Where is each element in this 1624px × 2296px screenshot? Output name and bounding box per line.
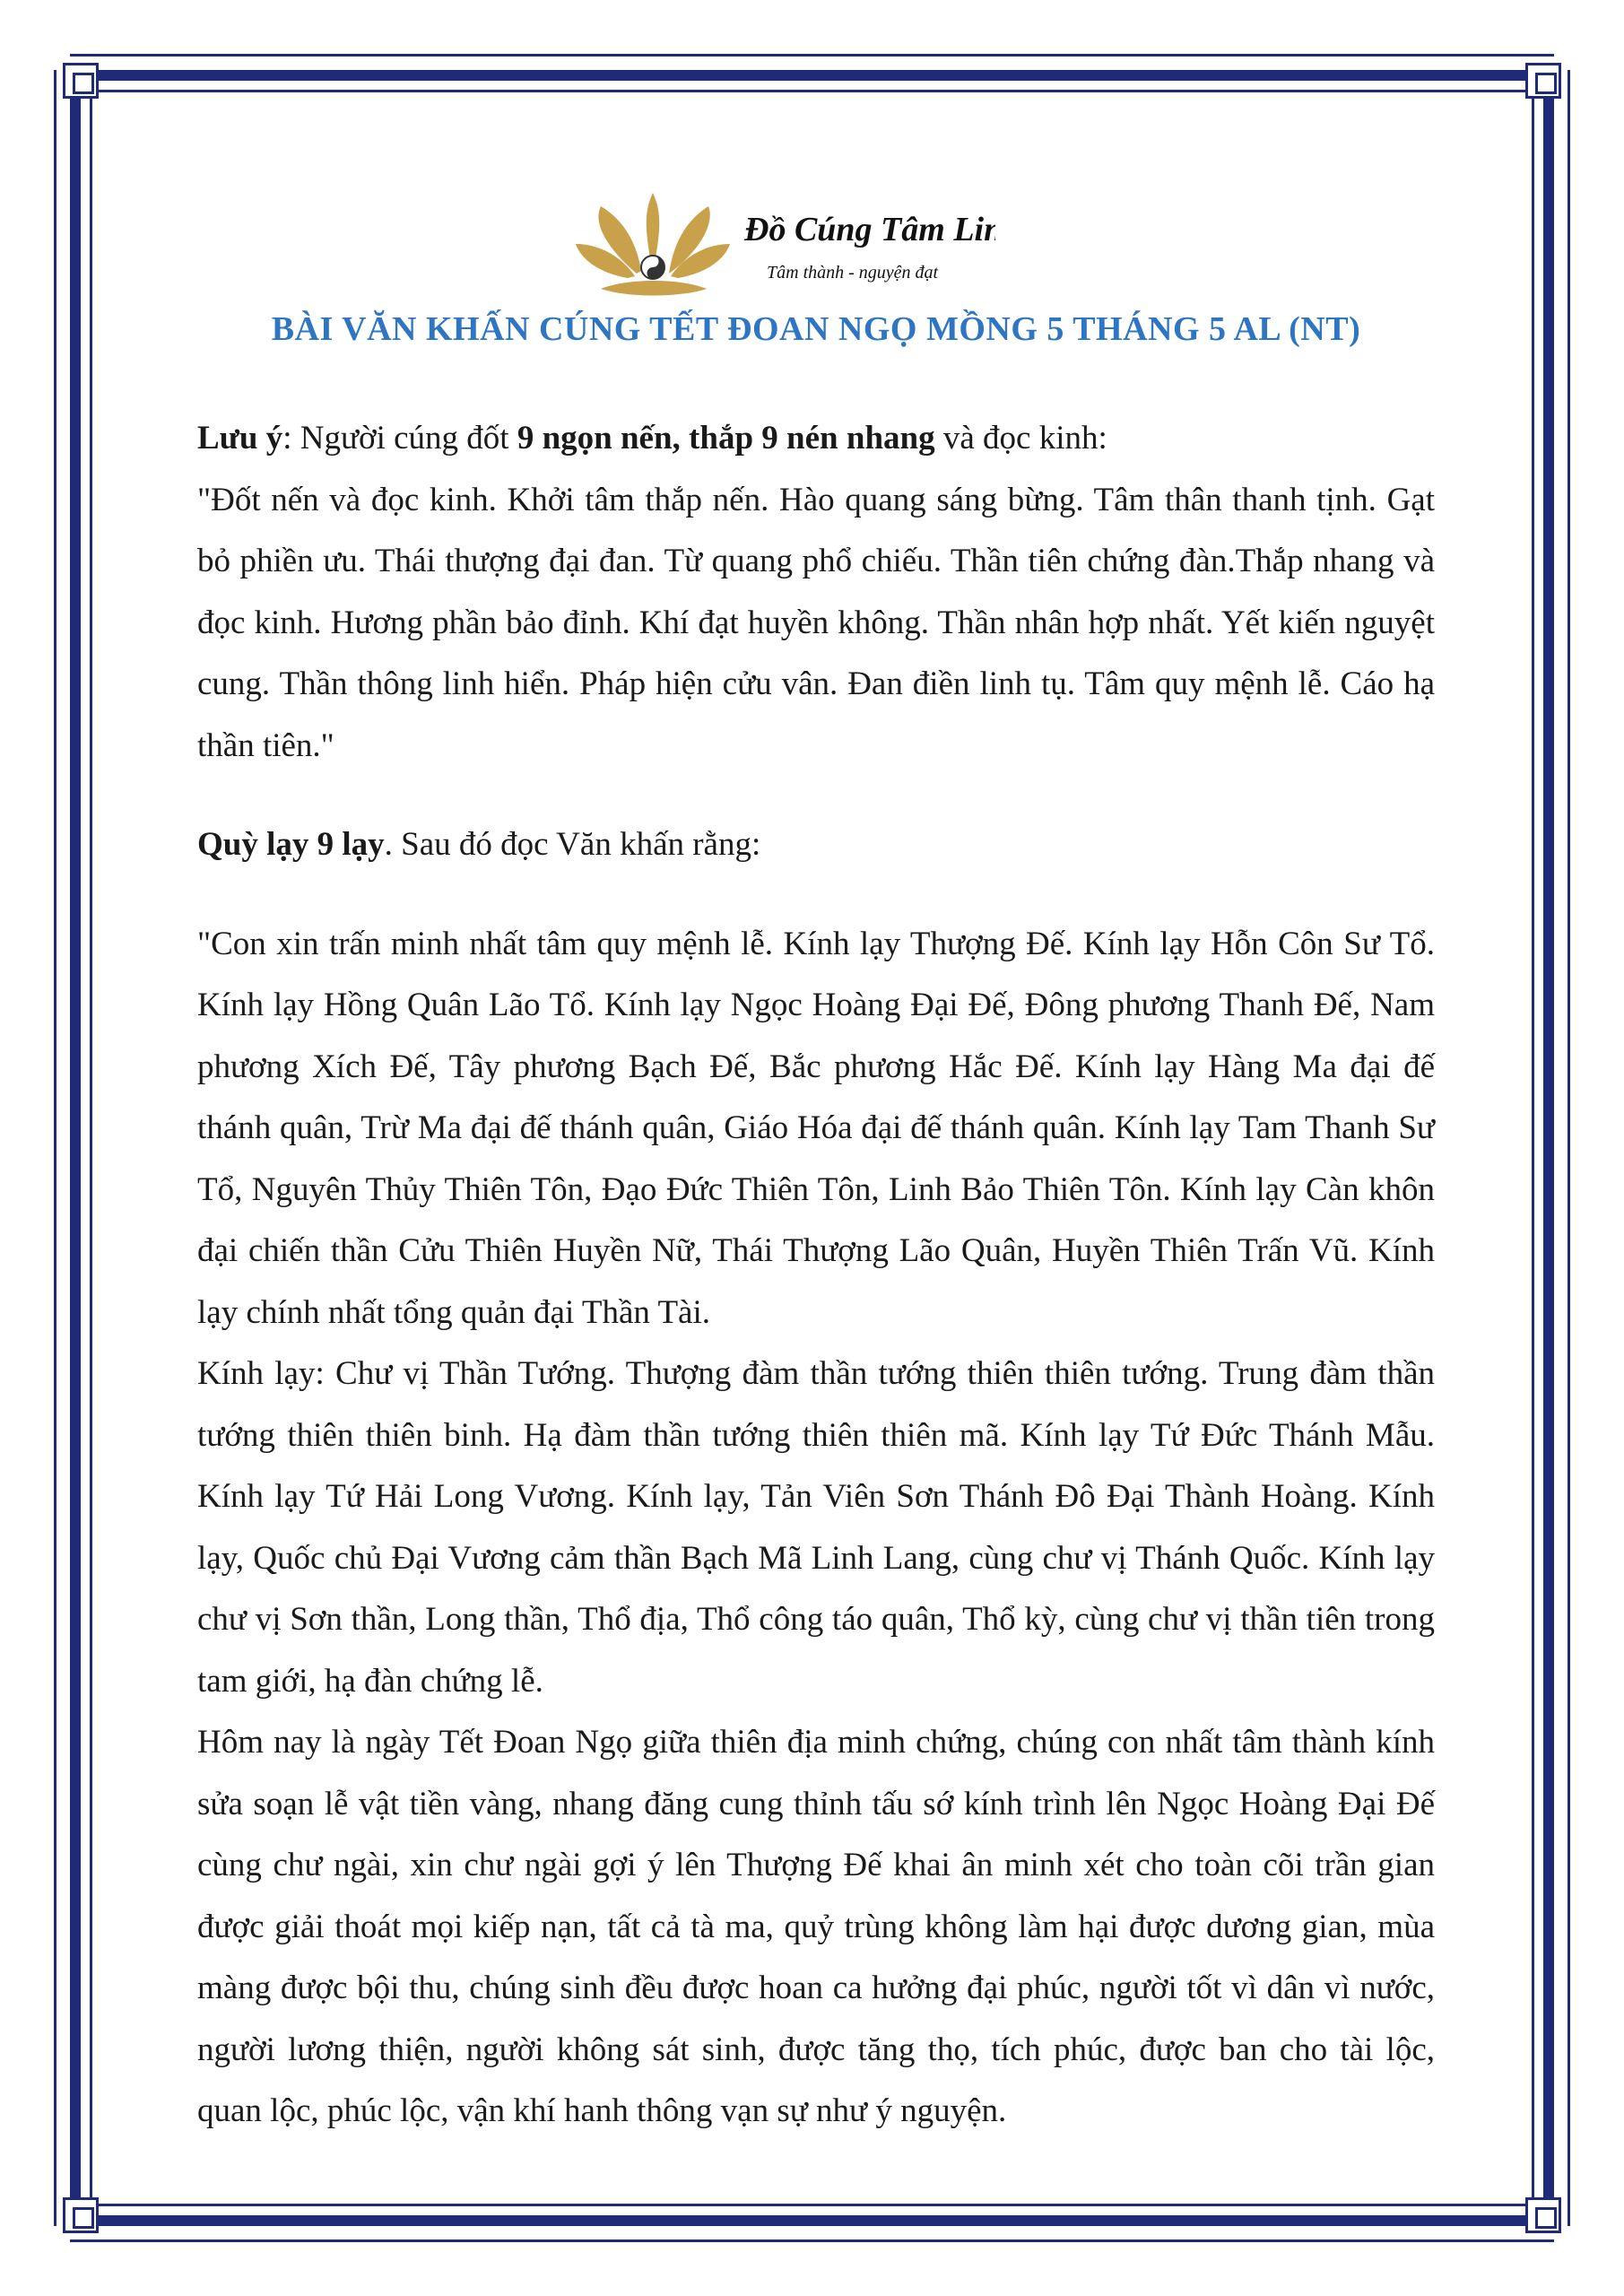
kneel-text: . Sau đó đọc Văn khấn rằng:	[384, 826, 761, 863]
border-corner-top-left	[63, 63, 99, 99]
note-text-after: và đọc kinh:	[934, 420, 1107, 457]
lotus-logo-icon	[574, 188, 995, 305]
border-line-bottom	[70, 2239, 1554, 2242]
note-label: Lưu ý	[197, 420, 283, 457]
note-bold: 9 ngọn nến, thắp 9 nén nhang	[517, 420, 935, 457]
note-text-before: Người cúng đốt	[300, 420, 517, 457]
svg-text:Đồ Cúng Tâm Linh: Đồ Cúng Tâm Linh	[744, 211, 995, 248]
border-corner-top-right	[1525, 63, 1561, 99]
border-line-top	[70, 54, 1554, 57]
brand-logo	[574, 188, 995, 305]
border-corner-bottom-right	[1525, 2197, 1561, 2233]
prayer-paragraph-2: Kính lạy: Chư vị Thần Tướng. Thượng đàm thần tướng thiên thiên tướng. Trung đàm thần tướng thiên thiên binh. Hạ đàm thần tướng thiên thiên mã. Kính lạy Tứ Đức Thánh Mẫu. Kính lạy Tứ Hải Long Vương. Kính lạy, Tản Viên Sơn Thánh Đô Đại Thành Hoàng. Kính lạy, Quốc chủ Đại Vương cảm thần Bạch Mã Linh Lang, cùng chư vị Thánh Quốc. Kính lạy chư vị Sơn thần, Long thần, Thổ địa, Thổ công táo quân, Thổ kỳ, cùng chư vị thần tiên trong tam giới, hạ đàn chứng lễ.	[197, 1355, 1435, 1700]
prayer-paragraph-3: Hôm nay là ngày Tết Đoan Ngọ giữa thiên địa minh chứng, chúng con nhất tâm thành kính sửa soạn lễ vật tiền vàng, nhang đăng cung thỉnh tấu sớ kính trình lên Ngọc Hoàng Đại Đế cùng chư ngài, xin chư ngài gợi ý lên Thượng Đế khai ân minh xét cho toàn cõi trần gian được giải thoát mọi kiếp nạn, tất cả tà ma, quỷ trùng không làm hại được dương gian, mùa màng được bội thu, chúng sinh đều được hoan ca hưởng đại phúc, người tốt vì dân vì nước, người lương thiện, người không sát sinh, được tăng thọ, tích phúc, được ban cho tài lộc, quan lộc, phúc lộc, vận khí hanh thông vạn sự như ý nguyện.	[197, 1724, 1435, 2129]
border-line-left	[54, 70, 56, 2226]
svg-text:Tâm thành - nguyện đạt: Tâm thành - nguyện đạt	[767, 263, 939, 283]
note-paragraph	[197, 408, 1435, 777]
note-colon: :	[282, 420, 300, 457]
kneel-bold: Quỳ lạy 9 lạy	[197, 826, 385, 863]
spacer	[197, 876, 1435, 914]
kneel-paragraph	[197, 814, 1435, 876]
note-quote: "Đốt nến và đọc kinh. Khởi tâm thắp nến. Hào quang sáng bừng. Tâm thân thanh tịnh. Gạt bỏ phiền ưu. Thái thượng đại đan. Từ quang phổ chiếu. Thần tiên chứng đàn.Thắp nhang và đọc kinh. Hương phần bảo đỉnh. Khí đạt huyền không. Thần nhân hợp nhất. Yết kiến nguyệt cung. Thần thông linh hiển. Pháp hiện cửu vân. Đan điền linh tụ. Tâm quy mệnh lễ. Cáo hạ thần tiên."	[197, 481, 1435, 764]
document-body	[197, 408, 1435, 2143]
border-corner-bottom-left	[63, 2197, 99, 2233]
prayer-paragraph-1: "Con xin trấn minh nhất tâm quy mệnh lễ. Kính lạy Thượng Đế. Kính lạy Hỗn Côn Sư Tổ. Kính lạy Hồng Quân Lão Tổ. Kính lạy Ngọc Hoàng Đại Đế, Đông phương Thanh Đế, Nam phương Xích Đế, Tây phương Bạch Đế, Bắc phương Hắc Đế. Kính lạy Hàng Ma đại đế thánh quân, Trừ Ma đại đế thánh quân, Giáo Hóa đại đế thánh quân. Kính lạy Tam Thanh Sư Tổ, Nguyên Thủy Thiên Tôn, Đạo Đức Thiên Tôn, Linh Bảo Thiên Tôn. Kính lạy Càn khôn đại chiến thần Cửu Thiên Huyền Nữ, Thái Thượng Lão Quân, Huyền Thiên Trấn Vũ. Kính lạy chính nhất tổng quản đại Thần Tài.	[197, 925, 1435, 1331]
page-title: BÀI VĂN KHẤN CÚNG TẾT ĐOAN NGỌ MỒNG 5 THÁNG 5 AL (NT)	[271, 310, 1361, 348]
spacer	[197, 777, 1435, 814]
border-line-right	[1568, 70, 1570, 2226]
